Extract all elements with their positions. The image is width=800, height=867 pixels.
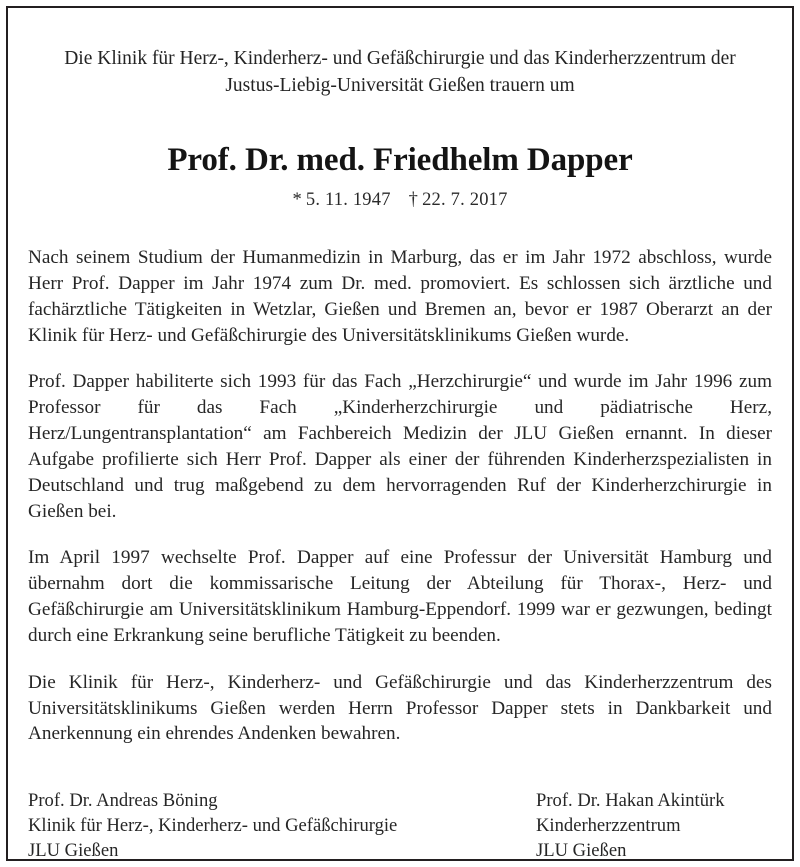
obituary-content <box>8 8 792 859</box>
body-paragraph: Die Klinik für Herz-, Kinderherz- und Gefäßchirurgie und das Kinderherzzentrum des Universitätsklinikums Gießen werden Herrn Professor Dapper stets in Dankbarkeit und Anerkennung ein ehrendes Andenken bewahren. <box>28 671 772 745</box>
preamble-line-1: Die Klinik für Herz-, Kinderherz- und Gefäßchirurgie und das Kinderherzzentrum der <box>64 48 736 69</box>
signatory-department: Kinderherzzentrum <box>536 814 681 836</box>
birth-date: 5. 11. 1947 <box>305 190 391 211</box>
death-symbol: † <box>408 190 419 211</box>
signature-block-right <box>536 789 772 863</box>
obituary-body <box>24 245 776 747</box>
preamble-line-2: Justus-Liebig-Universität Gießen trauern um <box>225 74 575 96</box>
signature-block-left <box>28 789 536 863</box>
signatory-institution: JLU Gießen <box>536 839 627 861</box>
death-date: 22. 7. 2017 <box>422 190 508 211</box>
preamble <box>44 46 756 100</box>
body-paragraph: Im April 1997 wechselte Prof. Dapper auf eine Professur der Universität Hamburg und übernahm dort die kommissarische Leitung der Abteilung für Thorax-, Herz- und Gefäßchirurgie am Universitätsklinikum Hamburg-Eppendorf. 1999 war er gezwungen, bedingt durch eine Erkrankung seine berufliche Tätigkeit zu beenden. <box>28 547 772 646</box>
signatory-department: Klinik für Herz-, Kinderherz- und Gefäßchirurgie <box>28 814 398 836</box>
obituary-notice-frame <box>6 6 794 861</box>
signatory-institution: JLU Gießen <box>28 839 119 861</box>
body-paragraph: Nach seinem Studium der Humanmedizin in Marburg, das er im Jahr 1972 abschloss, wurde Herr Prof. Dapper im Jahr 1974 zum Dr. med. promoviert. Es schlossen sich ärztliche und fachärztliche Tätigkeiten in Wetzlar, Gießen und Bremen an, bevor er 1987 Oberarzt an der Klinik für Herz- und Gefäßchirurgie des Universitätsklinikums Gießen wurde. <box>28 247 772 346</box>
signature-area <box>24 789 776 863</box>
signatory-name: Prof. Dr. Andreas Böning <box>28 790 218 812</box>
body-paragraph: Prof. Dapper habiliterte sich 1993 für das Fach „Herzchirurgie“ und wurde im Jahr 1996 zum Professor für das Fach „Kinderherzchirurgie und pädiatrische Herz, Herz/Lungentransplantation“ am Fachbereich Medizin der JLU Gießen ernannt. In dieser Aufgabe profilierte sich Herr Prof. Dapper als einer der führenden Kinderherzspezialisten in Deutschland und trug maßgebend zu dem hervorragenden Ruf der Kinderherzchirurgie in Gießen bei. <box>28 371 772 522</box>
deceased-name: Prof. Dr. med. Friedhelm Dapper <box>167 141 633 178</box>
life-dates <box>24 190 776 211</box>
birth-symbol: * <box>292 190 302 211</box>
signatory-name: Prof. Dr. Hakan Akintürk <box>536 790 725 812</box>
